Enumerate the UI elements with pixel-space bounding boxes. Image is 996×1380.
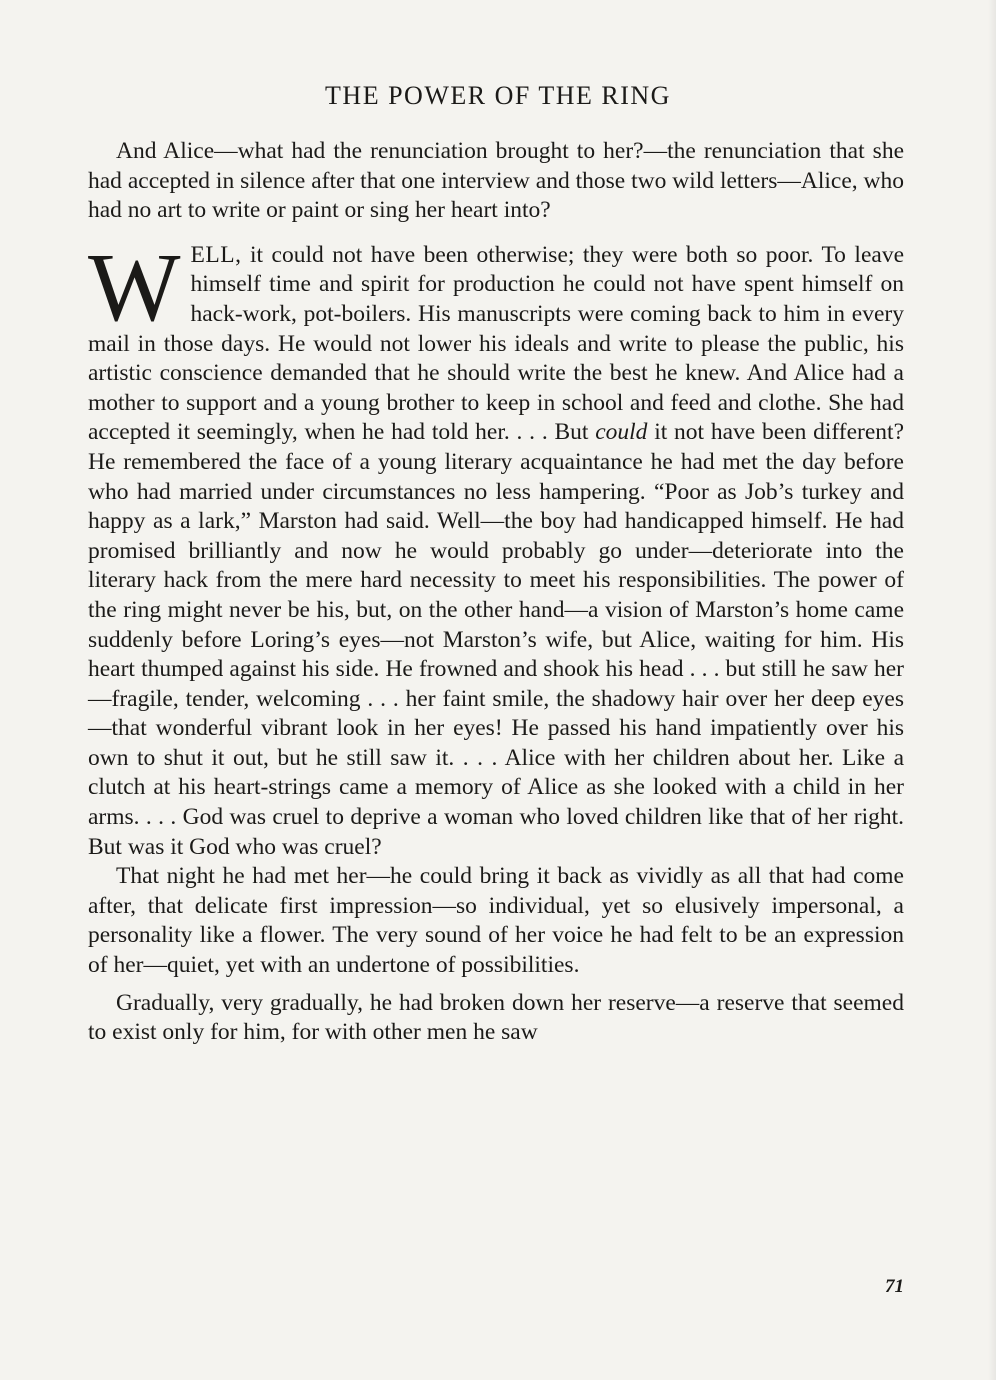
opening-small-caps: ELL,	[190, 241, 242, 268]
paragraph-three: That night he had met her—he could bring it back as vividly as all that had come after, that delicate first impression—so individual, yet so elusively impersonal, a personality like a flower. The very sound of her voice he had felt to be an expression of her—quiet, yet with an undertone of possibilities.	[88, 863, 904, 979]
body-text	[88, 137, 904, 1048]
main-paragraph	[88, 233, 904, 862]
intro-paragraph: And Alice—what had the renunciation brought to her?—the renunciation that she had accepted in silence after that one interview and those two wild letters—Alice, who had no art to write or paint or sing her heart into?	[88, 138, 904, 224]
main-paragraph-text-end: it not have been different? He remembered the face of a young literary acquaintance he had met the day before who had married under circumstances no less hampering. “Poor as Job’s turkey and happy as a lark,” Marston had said. Well—the boy had handicapped himself. He had promised brilliantly and now he would probably go under—deteriorate into the literary hack from the mere hard necessity to meet his responsibilities. The power of the ring might never be his, but, on the other hand—a vision of Marston’s home came suddenly before Loring’s eyes—not Marston’s wife, but Alice, waiting for him. His heart thumped against his side. He frowned and shook his head . . . but still he saw her—fragile, tender, welcoming . . . her faint smile, the shadowy hair over her deep eyes—that wonderful vibrant look in her eyes! He passed his hand impatiently over his own to shut it out, but he still saw it. . . . Alice with her children about her. Like a clutch at his heart-strings came a memory of Alice as she looked with a child in her arms. . . . God was cruel to deprive a woman who loved children like that of her right. But was it God who was cruel?	[88, 419, 904, 860]
running-head: THE POWER OF THE RING	[325, 81, 671, 110]
main-paragraph-text-start: it could not have been otherwise; they were both so poor. To leave himself time and spirit for production he could not have spent himself on hack-work, pot-boilers. His manuscripts were coming back to him in every mail in those days. He would not lower his ideals and write to please the public, his artistic conscience demanded that he should write the best he knew. And Alice had a mother to support and a young brother to keep in school and feed and clothe. She had accepted it seemingly, when he had told her. . . . But	[88, 241, 904, 446]
page-edge-shadow	[988, 0, 996, 1380]
page-number: 71	[885, 1276, 904, 1297]
paragraph-four: Gradually, very gradually, he had broken down her reserve—a reserve that seemed to exist only for him, for with other men he saw	[88, 989, 904, 1046]
drop-cap-letter: W	[88, 233, 181, 342]
italic-emphasis: could	[595, 419, 648, 446]
